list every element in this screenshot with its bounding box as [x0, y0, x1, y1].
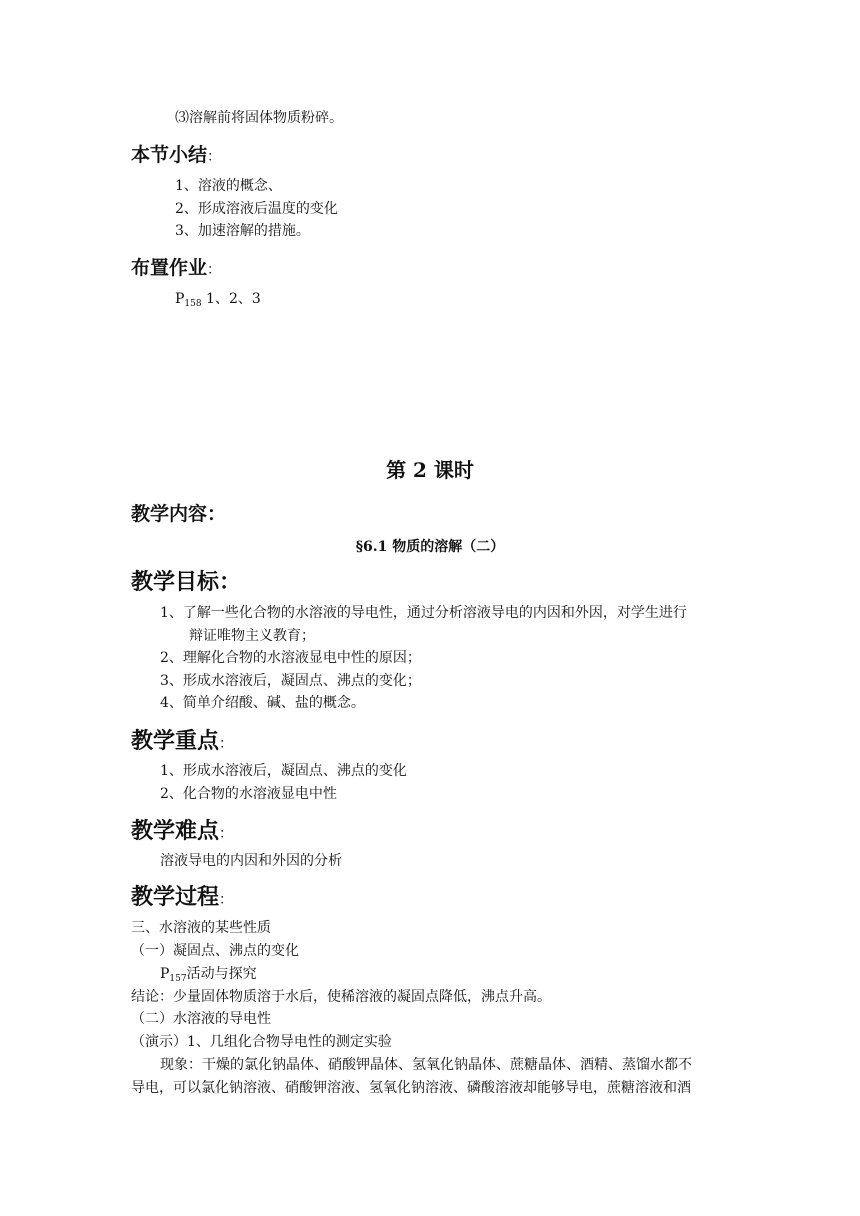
homework-page-number: 158 — [184, 299, 202, 309]
difficulty-heading-colon: ： — [219, 826, 234, 842]
difficulty-heading-label: 教学难点 — [131, 819, 220, 844]
summary-heading — [131, 140, 221, 167]
key-points-heading — [131, 724, 233, 755]
goal-item-continuation: 辩证唯物主义教育； — [189, 628, 315, 644]
process-line — [160, 964, 257, 989]
process-activity: 活动与探究 — [186, 966, 257, 982]
process-line: 结论：少量固体物质溶于水后，使稀溶液的凝固点降低，沸点升高。 — [131, 989, 551, 1005]
lesson-title: 第 2 课时 — [386, 458, 474, 482]
step-3-text: ⑶溶解前将固体物质粉碎。 — [175, 110, 343, 126]
homework-prefix: P — [175, 291, 185, 307]
process-line: 现象：干燥的氯化钠晶体、硝酸钾晶体、氢氧化钠晶体、蔗糖晶体、酒精、蒸馏水都不 — [160, 1057, 692, 1073]
summary-heading-label: 本节小结 — [131, 144, 208, 166]
goals-heading: 教学目标： — [131, 570, 242, 595]
content-heading: 教学内容： — [131, 503, 227, 525]
process-line: （一）凝固点、沸点的变化 — [131, 943, 299, 959]
process-page-prefix: P — [160, 966, 170, 982]
process-page-number: 157 — [169, 974, 187, 984]
process-line: 三、水溶液的某些性质 — [131, 920, 271, 936]
homework-text — [175, 289, 261, 314]
homework-heading-label: 布置作业 — [131, 257, 208, 279]
key-points-heading-colon: ： — [219, 736, 234, 752]
process-heading-colon: ： — [219, 892, 234, 908]
homework-heading — [131, 253, 221, 280]
section-title: §6.1 物质的溶解（二） — [355, 539, 505, 555]
key-point-item: 2、化合物的水溶液显电中性 — [160, 786, 337, 802]
summary-heading-colon: ： — [207, 149, 222, 165]
homework-heading-colon: ： — [207, 262, 222, 278]
process-heading — [131, 880, 233, 911]
process-heading-label: 教学过程 — [131, 885, 220, 910]
difficulty-heading — [131, 814, 233, 845]
summary-item: 1、溶液的概念、 — [175, 178, 282, 194]
summary-item: 2、形成溶液后温度的变化 — [175, 201, 338, 217]
difficulty-text: 溶液导电的内因和外因的分析 — [160, 853, 342, 869]
summary-item: 3、加速溶解的措施。 — [175, 223, 310, 239]
key-points-heading-label: 教学重点 — [131, 729, 220, 754]
process-line: 导电，可以氯化钠溶液、硝酸钾溶液、氢氧化钠溶液、磷酸溶液却能够导电，蔗糖溶液和酒 — [131, 1080, 691, 1096]
process-line: （二）水溶液的导电性 — [131, 1011, 271, 1027]
goal-item: 2、理解化合物的水溶液显电中性的原因； — [160, 650, 421, 666]
key-point-item: 1、形成水溶液后，凝固点、沸点的变化 — [160, 763, 407, 779]
goal-item: 4、简单介绍酸、碱、盐的概念。 — [160, 695, 365, 711]
process-line: （演示）1、几组化合物导电性的测定实验 — [131, 1034, 392, 1050]
goal-item: 3、形成水溶液后，凝固点、沸点的变化； — [160, 673, 421, 689]
homework-items: 1、2、3 — [201, 291, 261, 307]
goal-item: 1、了解一些化合物的水溶液的导电性，通过分析溶液导电的内因和外因，对学生进行 — [160, 605, 687, 621]
